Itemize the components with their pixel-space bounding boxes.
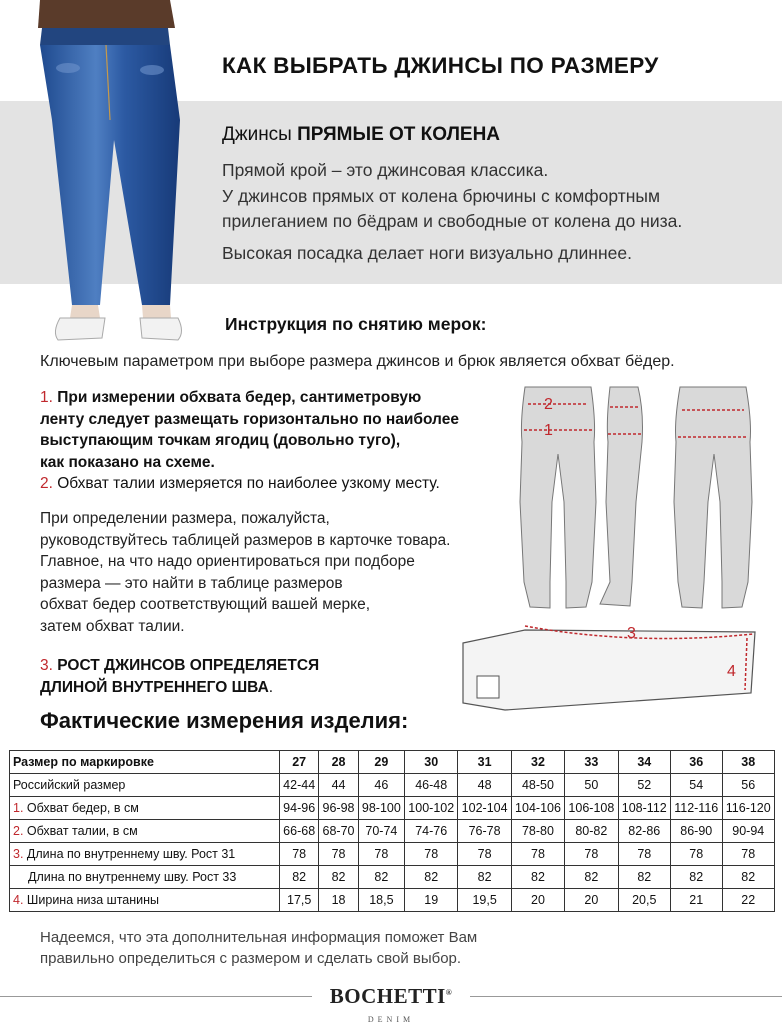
- step-2: [40, 473, 440, 495]
- step-number: 1.: [40, 389, 53, 406]
- size-column-header: 27: [280, 751, 319, 774]
- table-row: [10, 774, 775, 797]
- table-cell: 82-86: [618, 820, 670, 843]
- table-cell: 44: [319, 774, 358, 797]
- table-cell: 19: [405, 889, 458, 912]
- row-label: [10, 866, 280, 889]
- table-cell: 20: [511, 889, 564, 912]
- step-number: 3.: [40, 657, 53, 674]
- step-text: ленту следует размещать горизонтально по наиболее: [40, 410, 459, 428]
- subtitle: [222, 124, 500, 146]
- step-text: ДЛИНОЙ ВНУТРЕННЕГО ШВА: [40, 679, 269, 696]
- table-cell: 52: [618, 774, 670, 797]
- table-cell: 82: [405, 866, 458, 889]
- table-cell: 80-82: [565, 820, 618, 843]
- description-line: У джинсов прямых от колена брючины с комфортным: [222, 186, 661, 206]
- brand-name: [312, 984, 470, 1009]
- table-cell: 46-48: [405, 774, 458, 797]
- table-cell: 78: [722, 843, 775, 866]
- leg-measurement-diagram: [455, 618, 775, 718]
- brand-subtitle: DENIM: [367, 1015, 415, 1024]
- row-label-text: Длина по внутреннему шву. Рост 31: [26, 847, 236, 861]
- table-cell: 22: [722, 889, 775, 912]
- table-cell: 82: [618, 866, 670, 889]
- table-cell: 116-120: [722, 797, 775, 820]
- table-cell: 90-94: [722, 820, 775, 843]
- table-cell: 18: [319, 889, 358, 912]
- table-cell: 78: [280, 843, 319, 866]
- table-cell: 20: [565, 889, 618, 912]
- description-line: прилеганием по бёдрам и свободные от колена до низа.: [222, 211, 683, 231]
- table-cell: 94-96: [280, 797, 319, 820]
- brand-logo: [312, 984, 470, 1024]
- table-row: [10, 866, 775, 889]
- table-cell: 86-90: [670, 820, 722, 843]
- row-label-text: Обхват бедер, в см: [26, 801, 139, 815]
- size-guidance-paragraph: [40, 508, 450, 637]
- table-cell: 78: [618, 843, 670, 866]
- table-cell: 78: [511, 843, 564, 866]
- measure-label-3: 3: [627, 625, 636, 642]
- step-text: При измерении обхвата бедер, сантиметровую: [57, 389, 422, 406]
- table-cell: 20,5: [618, 889, 670, 912]
- measure-label-4: 4: [727, 663, 736, 680]
- paragraph-line: обхват бедер соответствующий вашей мерке,: [40, 596, 371, 613]
- row-label-text: Обхват талии, в см: [26, 824, 138, 838]
- body-measurement-diagram: [510, 382, 775, 614]
- table-cell: 78: [319, 843, 358, 866]
- footer-line: правильно определиться с размером и сделать свой выбор.: [40, 949, 462, 967]
- table-cell: 68-70: [319, 820, 358, 843]
- table-cell: 48-50: [511, 774, 564, 797]
- paragraph-line: руководствуйтесь таблицей размеров в карточке товара.: [40, 531, 451, 549]
- table-cell: 70-74: [358, 820, 404, 843]
- table-cell: 46: [358, 774, 404, 797]
- step-1: [40, 387, 459, 473]
- table-cell: 102-104: [458, 797, 511, 820]
- row-number: 4.: [13, 893, 24, 907]
- row-label: [10, 889, 280, 912]
- step-text: выступающим точкам ягодиц (довольно туго),: [40, 432, 401, 449]
- table-cell: 17,5: [280, 889, 319, 912]
- table-cell: 108-112: [618, 797, 670, 820]
- table-row: [10, 797, 775, 820]
- table-cell: 66-68: [280, 820, 319, 843]
- table-cell: 78: [405, 843, 458, 866]
- table-cell: 82: [565, 866, 618, 889]
- description-line: Прямой крой – это джинсовая классика.: [222, 160, 549, 180]
- table-header-row: [10, 751, 775, 774]
- table-cell: 54: [670, 774, 722, 797]
- row-label: [10, 797, 280, 820]
- table-header-label: Размер по маркировке: [10, 751, 280, 774]
- measurements-heading: Фактические измерения изделия:: [40, 708, 409, 733]
- size-column-header: 38: [722, 751, 775, 774]
- row-number: 1.: [13, 801, 24, 815]
- table-cell: 78: [565, 843, 618, 866]
- brand-wordmark: BOCHETTI: [329, 984, 446, 1008]
- table-cell: 78: [670, 843, 722, 866]
- instructions-heading: Инструкция по снятию мерок:: [225, 314, 487, 334]
- step-number: 2.: [40, 475, 53, 492]
- row-number: 3.: [13, 847, 24, 861]
- step-3: [40, 655, 319, 699]
- jeans-model-illustration: [30, 0, 200, 345]
- table-cell: 82: [280, 866, 319, 889]
- footer-note: [40, 928, 477, 969]
- row-label-text: Длина по внутреннему шву. Рост 33: [28, 870, 237, 884]
- table-row: [10, 889, 775, 912]
- size-column-header: 28: [319, 751, 358, 774]
- paragraph-line: При определении размера, пожалуйста,: [40, 510, 330, 527]
- footer-line: Надеемся, что эта дополнительная информация поможет Вам: [40, 929, 478, 946]
- step-text: как показано на схеме.: [40, 453, 215, 471]
- table-cell: 56: [722, 774, 775, 797]
- row-label: [10, 774, 280, 797]
- description-line: Высокая посадка делает ноги визуально длиннее.: [222, 243, 632, 263]
- table-cell: 82: [458, 866, 511, 889]
- size-column-header: 34: [618, 751, 670, 774]
- key-parameter-text: Ключевым параметром при выборе размера джинсов и брюк является обхват бёдер.: [40, 353, 675, 370]
- size-column-header: 29: [358, 751, 404, 774]
- table-row: [10, 843, 775, 866]
- row-number: 2.: [13, 824, 24, 838]
- subtitle-model: ПРЯМЫЕ ОТ КОЛЕНА: [297, 124, 501, 145]
- row-label-text: Российский размер: [13, 778, 126, 792]
- table-cell: 21: [670, 889, 722, 912]
- table-cell: 100-102: [405, 797, 458, 820]
- table-cell: 19,5: [458, 889, 511, 912]
- table-cell: 112-116: [670, 797, 722, 820]
- row-label: [10, 843, 280, 866]
- table-cell: 104-106: [511, 797, 564, 820]
- table-row: [10, 820, 775, 843]
- table-cell: 76-78: [458, 820, 511, 843]
- step-punctuation: .: [268, 679, 274, 696]
- table-cell: 78: [358, 843, 404, 866]
- size-column-header: 30: [405, 751, 458, 774]
- registered-mark: ®: [445, 988, 453, 997]
- table-cell: 48: [458, 774, 511, 797]
- row-label: [10, 820, 280, 843]
- table-cell: 78-80: [511, 820, 564, 843]
- table-cell: 82: [358, 866, 404, 889]
- row-label-text: Ширина низа штанины: [26, 893, 160, 907]
- size-column-header: 31: [458, 751, 511, 774]
- measure-label-1: 1: [544, 422, 553, 439]
- paragraph-line: размера — это найти в таблице размеров: [40, 574, 343, 592]
- size-column-header: 36: [670, 751, 722, 774]
- paragraph-line: Главное, на что надо ориентироваться при подборе: [40, 553, 415, 570]
- table-cell: 78: [458, 843, 511, 866]
- table-cell: 42-44: [280, 774, 319, 797]
- subtitle-prefix: Джинсы: [222, 124, 292, 145]
- table-cell: 50: [565, 774, 618, 797]
- page-title: КАК ВЫБРАТЬ ДЖИНСЫ ПО РАЗМЕРУ: [222, 53, 659, 78]
- table-cell: 82: [722, 866, 775, 889]
- measure-label-2: 2: [544, 396, 553, 413]
- table-cell: 106-108: [565, 797, 618, 820]
- table-cell: 96-98: [319, 797, 358, 820]
- table-cell: 82: [670, 866, 722, 889]
- table-cell: 18,5: [358, 889, 404, 912]
- paragraph-line: затем обхват талии.: [40, 617, 185, 635]
- step-text: Обхват талии измеряется по наиболее узкому месту.: [57, 475, 440, 492]
- size-column-header: 33: [565, 751, 618, 774]
- table-cell: 98-100: [358, 797, 404, 820]
- table-cell: 82: [511, 866, 564, 889]
- size-column-header: 32: [511, 751, 564, 774]
- step-text: РОСТ ДЖИНСОВ ОПРЕДЕЛЯЕТСЯ: [57, 657, 320, 674]
- size-table: [9, 750, 775, 912]
- table-cell: 82: [319, 866, 358, 889]
- table-cell: 74-76: [405, 820, 458, 843]
